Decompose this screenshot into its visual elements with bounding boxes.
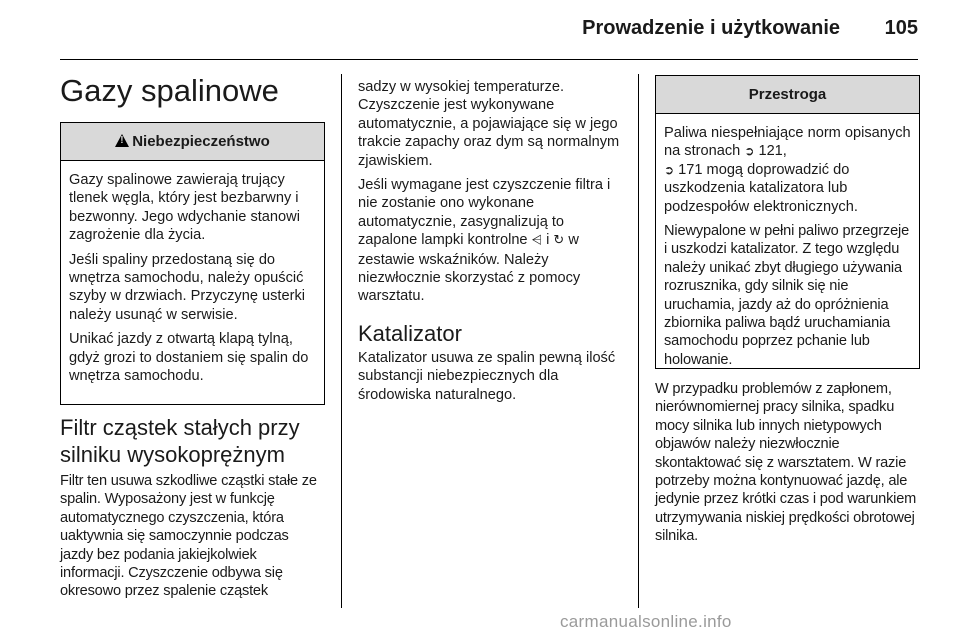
caution-title: Przestroga bbox=[748, 86, 827, 103]
warning-triangle-icon bbox=[115, 134, 129, 147]
watermark: carmanualsonline.info bbox=[560, 612, 732, 631]
danger-title: Niebezpieczeństwo bbox=[132, 133, 270, 150]
danger-paragraph: Jeśli spaliny przedostaną się do wnętrza samochodu, należy opuścić szyby w drzwiach. Przyczynę usterki należy usunąć w serwisie. bbox=[69, 251, 305, 323]
column-divider-1 bbox=[341, 74, 342, 608]
page-reference-arrow-icon: ➲ bbox=[664, 162, 675, 177]
caution-box-header bbox=[656, 76, 919, 114]
particulate-filter-section bbox=[60, 414, 324, 607]
preheating-lamp-icon: ↻ bbox=[553, 233, 565, 249]
caution-paragraph: Paliwa niespełniające norm opisanych na stronach ➲ 121, ➲ 171 mogą doprowadzić do uszkodzenia katalizatora lub podzespołów elektronicznych. bbox=[664, 125, 911, 215]
page-reference-link[interactable]: 171 bbox=[678, 161, 703, 178]
caution-box bbox=[655, 75, 920, 369]
particulate-filter-text: Filtr ten usuwa szkodliwe cząstki stałe ze spalin. Wyposażony jest w funkcję automatycznego czyszczenia, która uaktywnia się samoczynnie podczas jazdy bez podania jakiejkolwiek informacji. Czyszczenie odbywa się okresowo przez spalenie cząstek bbox=[60, 473, 317, 600]
section-title-catalyst: Katalizator bbox=[358, 320, 462, 346]
danger-box bbox=[60, 122, 325, 405]
section-title-exhaust: Gazy spalinowe bbox=[60, 73, 279, 108]
filter-warning-text: Jeśli wymagane jest czyszczenie filtra i nie zostanie ono wykonane automatycznie, zasygnalizują to zapalone lampki kontrolne ⩤ i ↻ w zestawie wskaźników. Należy niezwłocznie skorzystać z pomocy warsztatu. bbox=[358, 177, 611, 305]
danger-box-header bbox=[61, 123, 324, 161]
danger-paragraph: Gazy spalinowe zawierają trujący tlenek węgla, który jest bezbarwny i bezwonny. Jego wdychanie stanowi zagrożenie dla życia. bbox=[69, 172, 300, 244]
filter-warning-lamp-icon: ⩤ bbox=[531, 233, 543, 249]
page-reference-link[interactable]: 121, bbox=[758, 143, 787, 160]
section-title-particulate-filter: Filtr cząstek stałych przy silniku wysokoprężnym bbox=[60, 415, 300, 467]
caution-box-body bbox=[656, 114, 919, 377]
caution-paragraph: Niewypalone w pełni paliwo przegrzeje i uszkodzi katalizator. Z tego względu należy unikać zbyt długiego używania rozrusznika, gdy silnik się nie uruchamia, jazdy aż do opróżnienia zbiornika paliwa bądź uruchamiania samochodu poprzez pchanie lub holowanie. bbox=[664, 223, 910, 368]
filter-cleaning-text: sadzy w wysokiej temperaturze. Czyszczenie jest wykonywane automatycznie, a pojawiające się w jego trakcie zapachy oraz dym są normalnym zjawiskiem. bbox=[358, 79, 620, 169]
column-2 bbox=[358, 78, 620, 410]
ignition-problems-text: W przypadku problemów z zapłonem, nierównomiernej pracy silnika, spadku mocy silnika lub innych nietypowych objawów należy niezwłocznie skontaktować się z warsztatem. W razie potrzeby można kontynuować jazdę, ale jedynie przez krótki czas i pod warunkiem utrzymywania niskiej prędkości obrotowej silnika. bbox=[655, 381, 917, 545]
column-divider-2 bbox=[638, 74, 639, 608]
ignition-problems-section bbox=[655, 380, 919, 552]
page-number: 105 bbox=[884, 17, 918, 39]
header-title: Prowadzenie i użytkowanie bbox=[582, 17, 840, 39]
danger-box-body bbox=[61, 161, 324, 393]
danger-paragraph: Unikać jazdy z otwartą klapą tylną, gdyż grozi to dostaniem się spalin do wnętrza samochodu. bbox=[69, 331, 309, 385]
header-rule bbox=[60, 59, 918, 60]
catalyst-text: Katalizator usuwa ze spalin pewną ilość substancji niebezpiecznych dla środowiska naturalnego. bbox=[358, 349, 616, 403]
page-reference-arrow-icon: ➲ bbox=[744, 144, 755, 159]
